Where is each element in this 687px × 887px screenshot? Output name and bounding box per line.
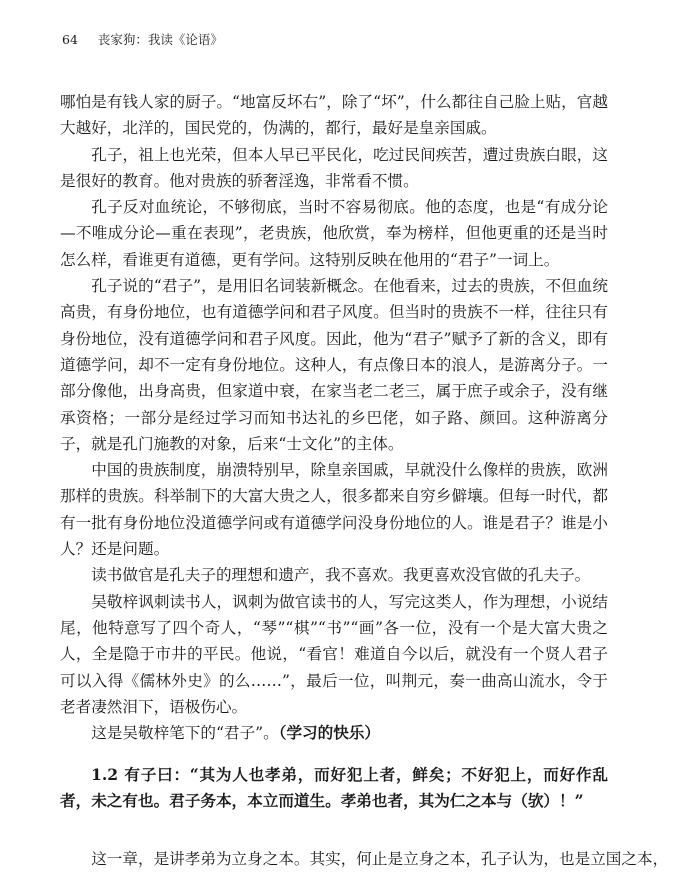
paragraph: 哪怕是有钱人家的厨子。“地富反坏右”，除了“坏”，什么都往自己脸上贴，官越大越好，北洋的，国民党的，伪满的，都行，最好是皇亲国戚。 (60, 93, 608, 138)
closing-text: 这是吴敬梓笔下的“君子”。 (91, 724, 279, 743)
body-text (60, 89, 608, 746)
paragraph: 孔子说的“君子”，是用旧名词装新概念。在他看来，过去的贵族，不但血统高贵，有身份地位，也有道德学问和君子风度。但当时的贵族不一样，往往只有身份地位，没有道德学问和君子风度。因此，他为“君子”赋予了新的含义，即有道德学问，却不一定有身份地位。这种人，有点像日本的浪人，是游离分子。一部分像他，出身高贵，但家道中衰，在家当老二老三，属于庶子或余子，没有继承资格；一部分是经过学习而知书达礼的乡巴佬，如子路、颜回。这种游离分子，就是孔门施教的对象，后来“士文化”的主体。 (60, 277, 608, 453)
section-tag: （学习的快乐） (278, 723, 381, 743)
running-header (62, 30, 223, 48)
paragraph: 孔子反对血统论，不够彻底，当时不容易彻底。他的态度，也是“有成分论—不唯成分论—重在表现”，老贵族，他欣赏，奉为榜样，但他更重的还是当时怎么样，看谁更有道德，更有学问。这特别反映在他用的“君子”一词上。 (60, 198, 608, 269)
paragraph: 吴敬梓讽刺读书人，讽刺为做官读书的人，写完这类人，作为理想，小说结尾，他特意写了四个奇人，“琴”“棋”“书”“画”各一位，没有一个是大富大贵之人，全是隐于市井的平民。他说，“看官！难道自今以后，就没有一个贤人君子可以入得《儒林外史》的么……”，最后一位，叫荆元，奏一曲高山流水，令于老者凄然泪下，语极伤心。 (60, 592, 608, 716)
book-title: 丧家狗：我读《论语》 (97, 32, 223, 47)
paragraph: 中国的贵族制度，崩溃特别早，除皇亲国戚，早就没什么像样的贵族，欧洲那样的贵族。科举制下的大富大贵之人，很多都来自穷乡僻壤。但每一时代，都有一批有身份地位没道德学问或有道德学问没身份地位的人。谁是君子？谁是小人？还是问题。 (60, 461, 608, 559)
analects-quote: 1.2 有子曰：“其为人也孝弟，而好犯上者，鲜矣；不好犯上，而好作乱者，未之有也。君子务本，本立而道生。孝弟也者，其为仁之本与（欤）！” (60, 765, 608, 811)
paragraph: 读书做官是孔夫子的理想和遗产，我不喜欢。我更喜欢没官做的孔夫子。 (91, 566, 591, 585)
commentary-start: 这一章，是讲孝弟为立身之本。其实，何止是立身之本，孔子认为，也是立国之本， (91, 850, 669, 868)
closing-paragraph (60, 720, 608, 746)
paragraph: 孔子，祖上也光荣，但本人早已平民化，吃过民间疾苦，遭过贵族白眼，这是很好的教育。他对贵族的骄奢淫逸，非常看不惯。 (60, 145, 608, 190)
page-number: 64 (62, 32, 78, 47)
